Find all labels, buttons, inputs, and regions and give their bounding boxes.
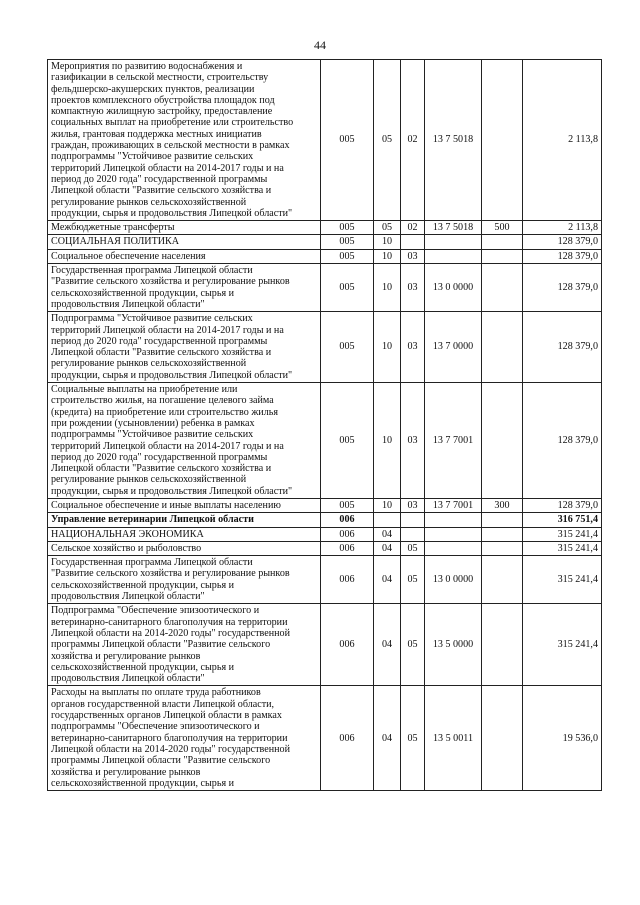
row-section: 04 [374, 541, 401, 555]
row-sum: 316 751,4 [523, 513, 602, 527]
row-sum: 128 379,0 [523, 498, 602, 512]
row-subsection [401, 235, 425, 249]
row-target-article [425, 249, 482, 263]
row-subsection [401, 513, 425, 527]
row-grbs: 005 [321, 498, 374, 512]
row-sum: 2 113,8 [523, 221, 602, 235]
row-subsection [401, 527, 425, 541]
row-name: СОЦИАЛЬНАЯ ПОЛИТИКА [48, 235, 321, 249]
row-target-article: 13 7 7001 [425, 498, 482, 512]
row-section: 10 [374, 235, 401, 249]
row-sum: 128 379,0 [523, 383, 602, 499]
row-target-article: 13 5 0000 [425, 604, 482, 686]
row-name: Сельское хозяйство и рыболовство [48, 541, 321, 555]
table-row [48, 312, 602, 383]
table-row [48, 513, 602, 527]
row-grbs: 005 [321, 221, 374, 235]
row-name: НАЦИОНАЛЬНАЯ ЭКОНОМИКА [48, 527, 321, 541]
row-grbs: 005 [321, 249, 374, 263]
row-sum: 19 536,0 [523, 686, 602, 791]
table-row [48, 556, 602, 604]
row-name: Мероприятия по развитию водоснабжения и газификации в сельской местности, строительству фельдшерско-акушерских пунктов, реализации проектов комплексного обустройства площадок под компактную жилищную застройку, предоставление социальных выплат на приобретение или строительство жилья, грантовая поддержка местных инициатив граждан, проживающих в сельской местности в рамках подпрограммы "Устойчивое развитие сельских территорий Липецкой области на 2014-2017 годы и на период до 2020 года" государственной программы Липецкой области "Развитие сельского хозяйства и регулирование рынков сельскохозяйственной продукции, сырья и продовольствия Липецкой области" [48, 60, 321, 221]
row-name: Социальные выплаты на приобретение или строительство жилья, на погашение целевого займа (кредита) на приобретение или строительство жилья при рождении (усыновлении) ребенка в рамках подпрограммы "Устойчивое развитие сельских территорий Липецкой области на 2014-2017 годы и на период до 2020 года" государственной программы Липецкой области "Развитие сельского хозяйства и регулирование рынков сельскохозяйственной продукции, сырья и продовольствия Липецкой области" [48, 383, 321, 499]
row-expense-type: 300 [482, 498, 523, 512]
row-target-article [425, 235, 482, 249]
table-row [48, 249, 602, 263]
row-target-article: 13 0 0000 [425, 556, 482, 604]
row-sum: 2 113,8 [523, 60, 602, 221]
row-expense-type [482, 383, 523, 499]
table-row [48, 235, 602, 249]
row-name: Расходы на выплаты по оплате труда работников органов государственной власти Липецкой области, государственных органов Липецкой области в рамках подпрограммы "Обеспечение эпизоотического и ветеринарно-санитарного благополучия на территории Липецкой области на 2014-2020 годы" государственной программы Липецкой области "Развитие сельского хозяйства и регулирование рынков сельскохозяйственной продукции, сырья и [48, 686, 321, 791]
row-sum: 315 241,4 [523, 541, 602, 555]
table-row [48, 541, 602, 555]
row-name: Подпрограмма "Устойчивое развитие сельских территорий Липецкой области на 2014-2017 годы и на период до 2020 года" государственной программы Липецкой области "Развитие сельского хозяйства и регулирование рынков сельскохозяйственной продукции, сырья и продовольствия Липецкой области" [48, 312, 321, 383]
row-target-article [425, 527, 482, 541]
row-section: 05 [374, 221, 401, 235]
row-subsection: 05 [401, 686, 425, 791]
row-sum: 128 379,0 [523, 235, 602, 249]
row-subsection: 02 [401, 221, 425, 235]
row-grbs: 005 [321, 312, 374, 383]
row-grbs: 005 [321, 60, 374, 221]
row-target-article: 13 7 0000 [425, 312, 482, 383]
row-sum: 315 241,4 [523, 604, 602, 686]
row-expense-type [482, 312, 523, 383]
row-section: 10 [374, 498, 401, 512]
table-row [48, 527, 602, 541]
row-target-article [425, 513, 482, 527]
row-expense-type [482, 604, 523, 686]
row-subsection: 03 [401, 498, 425, 512]
row-subsection: 05 [401, 556, 425, 604]
row-name: Межбюджетные трансферты [48, 221, 321, 235]
row-section [374, 513, 401, 527]
row-subsection: 05 [401, 604, 425, 686]
row-sum: 315 241,4 [523, 556, 602, 604]
row-grbs: 005 [321, 264, 374, 312]
row-sum: 128 379,0 [523, 264, 602, 312]
row-subsection: 03 [401, 383, 425, 499]
row-expense-type [482, 249, 523, 263]
budget-table-body [48, 60, 602, 791]
row-expense-type [482, 513, 523, 527]
row-target-article [425, 541, 482, 555]
table-row [48, 221, 602, 235]
row-name: Социальное обеспечение населения [48, 249, 321, 263]
row-expense-type: 500 [482, 221, 523, 235]
row-expense-type [482, 541, 523, 555]
row-subsection: 02 [401, 60, 425, 221]
row-name: Социальное обеспечение и иные выплаты населению [48, 498, 321, 512]
row-grbs: 006 [321, 556, 374, 604]
row-expense-type [482, 556, 523, 604]
row-name: Подпрограмма "Обеспечение эпизоотического и ветеринарно-санитарного благополучия на территории Липецкой области на 2014-2020 годы" государственной программы Липецкой области "Развитие сельского хозяйства и регулирование рынков сельскохозяйственной продукции, сырья и продовольствия Липецкой области" [48, 604, 321, 686]
table-row [48, 686, 602, 791]
row-name: Управление ветеринарии Липецкой области [48, 513, 321, 527]
row-target-article: 13 7 5018 [425, 221, 482, 235]
table-row [48, 604, 602, 686]
row-section: 04 [374, 604, 401, 686]
row-grbs: 006 [321, 513, 374, 527]
row-sum: 128 379,0 [523, 249, 602, 263]
row-section: 04 [374, 527, 401, 541]
row-expense-type [482, 235, 523, 249]
row-section: 05 [374, 60, 401, 221]
row-section: 10 [374, 249, 401, 263]
row-name: Государственная программа Липецкой области "Развитие сельского хозяйства и регулирование рынков сельскохозяйственной продукции, сырья и продовольствия Липецкой области" [48, 264, 321, 312]
table-row [48, 498, 602, 512]
table-row [48, 60, 602, 221]
row-section: 10 [374, 264, 401, 312]
row-target-article: 13 7 5018 [425, 60, 482, 221]
row-section: 04 [374, 556, 401, 604]
row-grbs: 006 [321, 541, 374, 555]
row-sum: 128 379,0 [523, 312, 602, 383]
row-target-article: 13 7 7001 [425, 383, 482, 499]
row-subsection: 05 [401, 541, 425, 555]
row-expense-type [482, 527, 523, 541]
budget-table [47, 59, 602, 791]
row-subsection: 03 [401, 312, 425, 383]
table-row [48, 383, 602, 499]
row-section: 10 [374, 312, 401, 383]
row-subsection: 03 [401, 264, 425, 312]
row-sum: 315 241,4 [523, 527, 602, 541]
row-grbs: 005 [321, 235, 374, 249]
row-name: Государственная программа Липецкой области "Развитие сельского хозяйства и регулирование рынков сельскохозяйственной продукции, сырья и продовольствия Липецкой области" [48, 556, 321, 604]
row-subsection: 03 [401, 249, 425, 263]
row-expense-type [482, 264, 523, 312]
page-number: 44 [314, 38, 326, 52]
row-target-article: 13 5 0011 [425, 686, 482, 791]
row-grbs: 006 [321, 604, 374, 686]
row-section: 04 [374, 686, 401, 791]
row-expense-type [482, 686, 523, 791]
row-target-article: 13 0 0000 [425, 264, 482, 312]
row-grbs: 006 [321, 527, 374, 541]
row-expense-type [482, 60, 523, 221]
row-section: 10 [374, 383, 401, 499]
row-grbs: 005 [321, 383, 374, 499]
table-row [48, 264, 602, 312]
row-grbs: 006 [321, 686, 374, 791]
